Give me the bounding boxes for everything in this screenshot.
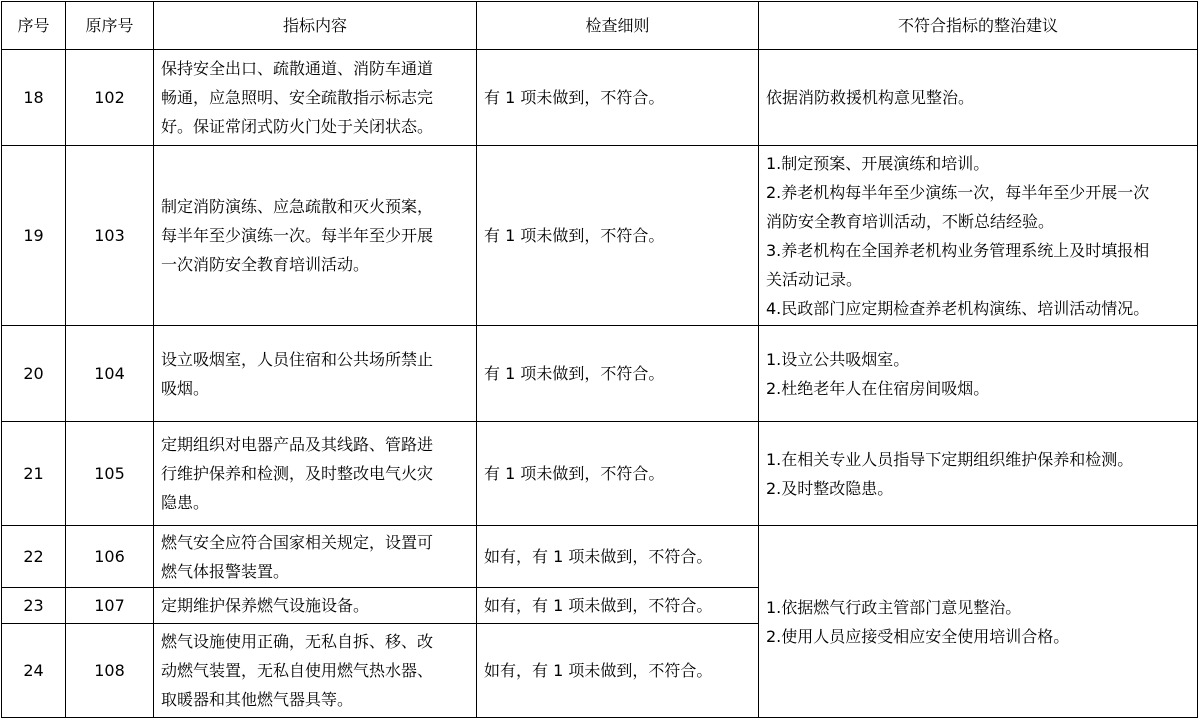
- advice-line: 2.杜绝老年人在住宿房间吸烟。: [766, 378, 990, 398]
- cell-orig-seq: 103: [66, 146, 154, 326]
- header-seq: 序号: [2, 2, 66, 50]
- cell-content: [154, 624, 477, 718]
- cell-orig-seq: 108: [66, 624, 154, 718]
- cell-advice: [759, 146, 1198, 326]
- content-line: 畅通，应急照明、安全疏散指示标志完: [161, 88, 434, 107]
- cell-seq: 24: [2, 624, 66, 718]
- cell-rule: 有 1 项未做到，不符合。: [477, 146, 759, 326]
- advice-line: 1.在相关专业人员指导下定期组织维护保养和检测。: [766, 449, 1134, 469]
- content-line: 吸烟。: [161, 378, 210, 398]
- content-line: 隐患。: [161, 493, 210, 512]
- content-line: 保持安全出口、疏散通道、消防车通道: [161, 59, 434, 78]
- cell-seq: 19: [2, 146, 66, 326]
- advice-line: 1.制定预案、开展演练和培训。: [766, 153, 990, 173]
- cell-rule: 有 1 项未做到，不符合。: [477, 326, 759, 422]
- content-line: 行维护保养和检测，及时整改电气火灾: [161, 464, 434, 483]
- table-row: [2, 526, 1198, 588]
- cell-content: [154, 326, 477, 422]
- cell-seq: 18: [2, 50, 66, 146]
- header-content: 指标内容: [154, 2, 477, 50]
- advice-line: 1.设立公共吸烟室。: [766, 349, 910, 369]
- cell-seq: 21: [2, 422, 66, 526]
- content-line: 燃气设施使用正确，无私自拆、移、改: [161, 632, 434, 651]
- table-row: [2, 146, 1198, 326]
- cell-content: [154, 422, 477, 526]
- cell-rule: 如有，有 1 项未做到，不符合。: [477, 526, 759, 588]
- cell-content: [154, 50, 477, 146]
- header-advice: 不符合指标的整治建议: [759, 2, 1198, 50]
- cell-orig-seq: 107: [66, 588, 154, 624]
- advice-line: 2.养老机构每半年至少演练一次，每半年至少开展一次: [766, 182, 1150, 202]
- cell-advice: [759, 326, 1198, 422]
- cell-content: [154, 588, 477, 624]
- advice-line: 消防安全教育培训活动，不断总结经验。: [766, 211, 1055, 231]
- advice-line: 3.养老机构在全国养老机构业务管理系统上及时填报相: [766, 240, 1150, 260]
- advice-line: 2.使用人员应接受相应安全使用培训合格。: [766, 626, 1070, 646]
- cell-rule: 有 1 项未做到，不符合。: [477, 50, 759, 146]
- cell-content: [154, 526, 477, 588]
- advice-line: 2.及时整改隐患。: [766, 478, 894, 498]
- cell-orig-seq: 104: [66, 326, 154, 422]
- content-line: 一次消防安全教育培训活动。: [161, 255, 370, 274]
- cell-advice: [759, 422, 1198, 526]
- content-line: 好。保证常闭式防火门处于关闭状态。: [161, 117, 434, 136]
- content-line: 每半年至少演练一次。每半年至少开展: [161, 226, 434, 245]
- cell-rule: 如有，有 1 项未做到，不符合。: [477, 624, 759, 718]
- header-orig-seq: 原序号: [66, 2, 154, 50]
- content-line: 动燃气装置，无私自使用燃气热水器、: [161, 661, 434, 680]
- advice-line: 关活动记录。: [766, 269, 863, 289]
- table-row: [2, 326, 1198, 422]
- table-row: [2, 422, 1198, 526]
- content-line: 燃气安全应符合国家相关规定，设置可: [161, 532, 434, 552]
- cell-seq: 22: [2, 526, 66, 588]
- content-line: 定期维护保养燃气设施设备。: [161, 596, 370, 615]
- advice-line: 4.民政部门应定期检查养老机构演练、培训活动情况。: [766, 298, 1150, 318]
- content-line: 设立吸烟室，人员住宿和公共场所禁止: [161, 349, 434, 369]
- header-rule: 检查细则: [477, 2, 759, 50]
- table-row: [2, 50, 1198, 146]
- cell-advice: [759, 50, 1198, 146]
- cell-rule: 有 1 项未做到，不符合。: [477, 422, 759, 526]
- content-line: 燃气体报警装置。: [161, 561, 290, 581]
- cell-orig-seq: 106: [66, 526, 154, 588]
- content-line: 取暖器和其他燃气器具等。: [161, 690, 354, 709]
- cell-seq: 20: [2, 326, 66, 422]
- cell-rule: 如有，有 1 项未做到，不符合。: [477, 588, 759, 624]
- cell-content: [154, 146, 477, 326]
- advice-line: 依据消防救援机构意见整治。: [766, 88, 975, 107]
- inspection-table: [1, 1, 1198, 718]
- cell-orig-seq: 105: [66, 422, 154, 526]
- cell-advice-gas: [759, 526, 1198, 718]
- content-line: 制定消防演练、应急疏散和灭火预案，: [161, 197, 434, 216]
- content-line: 定期组织对电器产品及其线路、管路进: [161, 435, 434, 454]
- cell-orig-seq: 102: [66, 50, 154, 146]
- header-row: [2, 2, 1198, 50]
- cell-seq: 23: [2, 588, 66, 624]
- advice-line: 1.依据燃气行政主管部门意见整治。: [766, 597, 1022, 617]
